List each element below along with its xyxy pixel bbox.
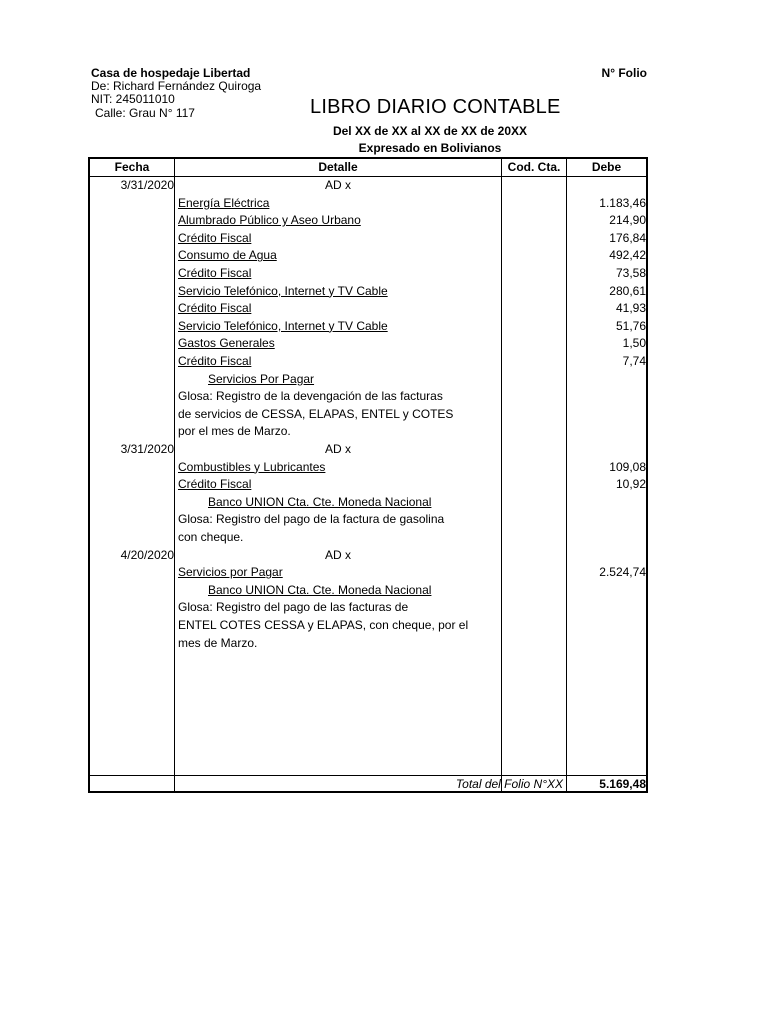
entry-debe: 109,08 bbox=[609, 459, 646, 474]
nit-number: NIT: 245011010 bbox=[91, 92, 175, 106]
column-header-fecha: Fecha bbox=[114, 160, 150, 174]
table-row bbox=[90, 388, 646, 406]
entry-detail: Crédito Fiscal bbox=[178, 477, 252, 492]
entry-debe: 176,84 bbox=[609, 230, 646, 245]
table-row bbox=[90, 494, 646, 512]
entry-detail: Banco UNION Cta. Cte. Moneda Nacional bbox=[208, 494, 432, 509]
table-row bbox=[90, 476, 646, 494]
entry-debe: 280,61 bbox=[609, 283, 646, 298]
entry-detail: Crédito Fiscal bbox=[178, 230, 252, 245]
table-row bbox=[90, 300, 646, 318]
entry-debe: 2.524,74 bbox=[599, 565, 646, 580]
table-row bbox=[90, 283, 646, 301]
table-row bbox=[90, 335, 646, 353]
column-header-cod-cta: Cod. Cta. bbox=[507, 160, 561, 174]
entry-debe: 73,58 bbox=[615, 266, 646, 280]
folio-label: N° Folio bbox=[601, 66, 647, 80]
entry-debe: 10,92 bbox=[615, 477, 646, 492]
entry-detail: Energía Eléctrica bbox=[178, 195, 270, 210]
entry-detail: Crédito Fiscal bbox=[178, 354, 252, 368]
table-row bbox=[90, 195, 646, 213]
entry-detail: AD x bbox=[324, 178, 351, 192]
entry-detail: AD x bbox=[324, 547, 351, 562]
entry-detail: Servicio Telefónico, Internet y TV Cable bbox=[178, 283, 388, 298]
address: Calle: Grau N° 117 bbox=[95, 106, 195, 120]
company-name: Casa de hospedaje Libertad bbox=[91, 66, 251, 80]
entry-detail: mes de Marzo. bbox=[178, 635, 258, 650]
entry-debe: 51,76 bbox=[615, 318, 646, 333]
entry-detail: Gastos Generales bbox=[178, 336, 275, 351]
table-row bbox=[90, 406, 646, 424]
table-row bbox=[90, 617, 646, 635]
entry-detail: Servicio Telefónico, Internet y TV Cable bbox=[178, 318, 388, 333]
owner-name: De: Richard Fernández Quiroga bbox=[91, 79, 262, 93]
table-row bbox=[90, 353, 646, 371]
table-row bbox=[90, 599, 646, 617]
table-row bbox=[90, 582, 646, 600]
entry-debe: 492,42 bbox=[609, 248, 646, 263]
entry-detail: Consumo de Agua bbox=[178, 248, 277, 263]
entry-detail: Servicios por Pagar bbox=[178, 565, 283, 580]
entry-detail: Crédito Fiscal bbox=[178, 266, 252, 280]
entry-debe: 7,74 bbox=[622, 354, 646, 368]
table-row bbox=[90, 635, 646, 653]
column-header-detalle: Detalle bbox=[318, 160, 358, 174]
total-value: 5.169,48 bbox=[599, 777, 646, 791]
table-row bbox=[90, 441, 646, 459]
page-title: LIBRO DIARIO CONTABLE bbox=[310, 96, 561, 118]
entry-detail: Banco UNION Cta. Cte. Moneda Nacional bbox=[208, 582, 432, 597]
table-row bbox=[90, 230, 646, 248]
table-row bbox=[90, 459, 646, 477]
entry-detail: AD x bbox=[324, 442, 351, 456]
ledger-table bbox=[88, 157, 648, 793]
entry-date: 3/31/2020 bbox=[120, 442, 174, 456]
entry-debe: 1,50 bbox=[622, 336, 646, 351]
entry-debe: 214,90 bbox=[609, 213, 646, 228]
entry-date: 3/31/2020 bbox=[120, 178, 174, 192]
table-row bbox=[90, 564, 646, 582]
entry-detail: por el mes de Marzo. bbox=[178, 424, 291, 439]
entry-debe: 1.183,46 bbox=[599, 195, 646, 210]
entry-detail: Crédito Fiscal bbox=[178, 301, 252, 316]
table-row bbox=[90, 423, 646, 441]
entry-date: 4/20/2020 bbox=[120, 547, 174, 562]
table-row bbox=[90, 371, 646, 389]
entry-detail: Combustibles y Lubricantes bbox=[178, 459, 326, 474]
table-row bbox=[90, 247, 646, 265]
column-header-debe: Debe bbox=[591, 160, 622, 174]
entry-detail: Glosa: Registro del pago de la factura de gasolina bbox=[178, 512, 445, 527]
table-row bbox=[90, 547, 646, 565]
table-row bbox=[90, 212, 646, 230]
currency-subtitle: Expresado en Bolivianos bbox=[358, 141, 502, 155]
period-subtitle: Del XX de XX al XX de XX de 20XX bbox=[332, 124, 528, 138]
table-row bbox=[90, 511, 646, 529]
entry-detail: Glosa: Registro de la devengación de las facturas bbox=[178, 389, 443, 404]
entry-detail: Servicios Por Pagar bbox=[208, 371, 315, 386]
table-row bbox=[90, 318, 646, 336]
table-row bbox=[90, 177, 646, 195]
total-label: Total del Folio N°XX bbox=[455, 777, 563, 791]
entry-detail: Glosa: Registro del pago de las facturas de bbox=[178, 600, 409, 615]
entry-detail: ENTEL COTES CESSA y ELAPAS, con cheque, por el bbox=[178, 618, 469, 632]
table-row bbox=[90, 265, 646, 283]
entry-debe: 41,93 bbox=[615, 301, 646, 316]
table-row bbox=[90, 529, 646, 547]
entry-detail: de servicios de CESSA, ELAPAS, ENTEL y COTES bbox=[178, 406, 454, 421]
entry-detail: con cheque. bbox=[178, 530, 244, 544]
entry-detail: Alumbrado Público y Aseo Urbano bbox=[178, 213, 361, 228]
